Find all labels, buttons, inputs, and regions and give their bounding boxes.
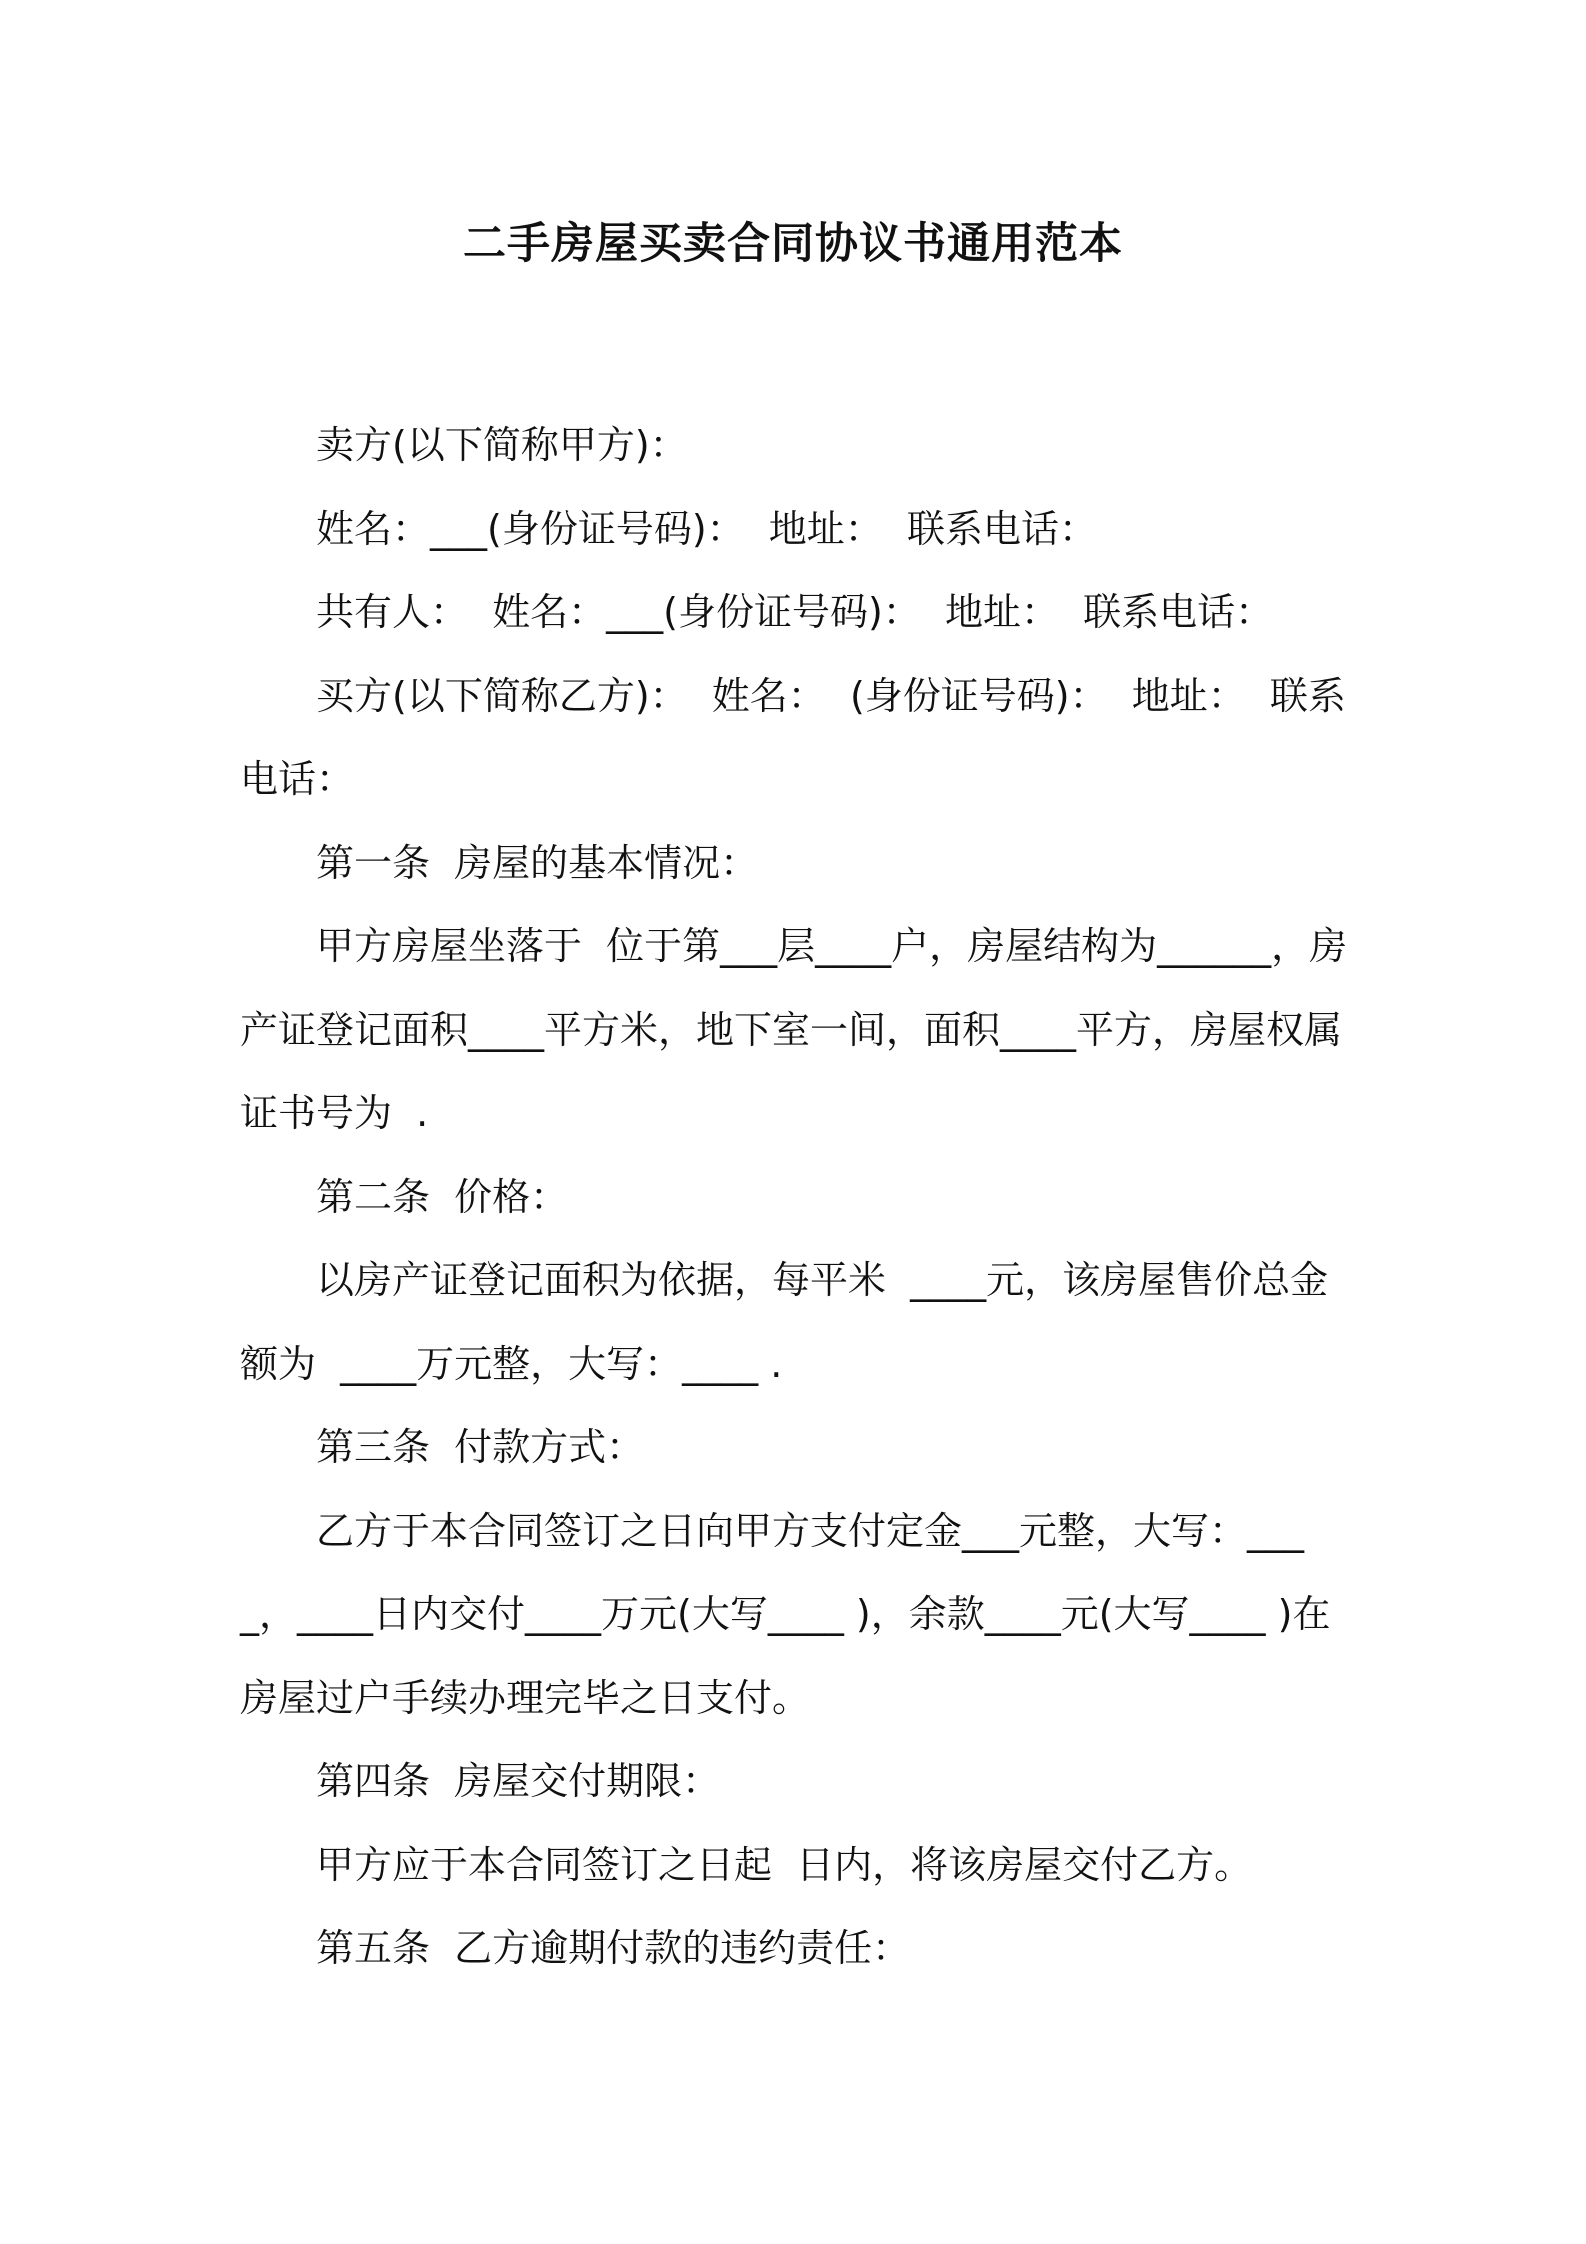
paragraph-article-3-heading: 第三条 付款方式： (316, 1425, 645, 1469)
paragraph-article-1-heading: 第一条 房屋的基本情况： (316, 840, 759, 885)
paragraph-seller-heading: 卖方(以下简称甲方)： (316, 423, 688, 467)
paragraph-article-5-heading: 第五条 乙方逾期付款的违约责任： (316, 1926, 911, 1970)
document-title: 二手房屋买卖合同协议书通用范本 (463, 219, 1123, 269)
paragraph-article-1-body: 甲方房屋坐落于 位于第___层____户，房屋结构为______，房产证登记面积____平方米，地下室一间，面积____平方，房屋权属证书号为 . (240, 924, 1348, 1135)
paragraph-article-2-heading: 第二条 价格： (316, 1174, 569, 1219)
paragraph-seller-info: 姓名：___(身份证号码)： 地址： 联系电话： (316, 506, 1097, 551)
paragraph-article-3-body: 乙方于本合同签订之日向甲方支付定金___元整，大写：____，____日内交付____万元(大写____ )，余款____元(大写____ )在房屋过户手续办理完毕之日支付。 (240, 1508, 1331, 1720)
paragraph-article-2-body: 以房产证登记面积为依据，每平米 ____元，该房屋售价总金额为 ____万元整，大写：____ . (240, 1258, 1329, 1386)
paragraph-co-owner-info: 共有人： 姓名：___(身份证号码)： 地址： 联系电话： (316, 590, 1274, 634)
paragraph-buyer-info: 买方(以下简称乙方)： 姓名： (身份证号码)： 地址： 联系电话： (240, 673, 1346, 801)
paragraph-article-4-heading: 第四条 房屋交付期限： (316, 1759, 721, 1803)
document-body (240, 404, 1350, 1991)
paragraph-article-4-body: 甲方应于本合同签订之日起 日内，将该房屋交付乙方。 (316, 1842, 1253, 1887)
